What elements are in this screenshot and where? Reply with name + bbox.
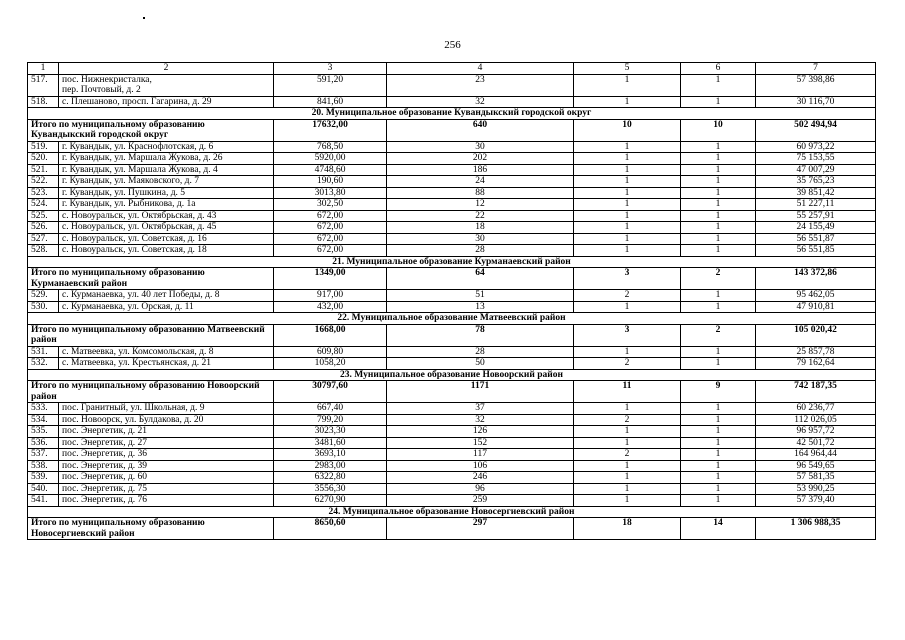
row-number: 528.: [28, 245, 59, 257]
table-row: [28, 426, 876, 438]
row-number: 539.: [28, 472, 59, 484]
row-address: пос. Гранитный, ул. Школьная, д. 9: [59, 403, 274, 415]
row-residents: 152: [387, 437, 574, 449]
row-area: 591,20: [274, 74, 387, 96]
total-count-a: 18: [574, 518, 681, 540]
row-residents: 24: [387, 176, 574, 188]
row-area: 5920,00: [274, 153, 387, 165]
row-area: 302,50: [274, 199, 387, 211]
row-number: 524.: [28, 199, 59, 211]
row-count-b: 1: [681, 210, 756, 222]
row-residents: 96: [387, 483, 574, 495]
row-count-a: 1: [574, 495, 681, 507]
row-address: с. Новоуральск, ул. Советская, д. 16: [59, 233, 274, 245]
row-number: 517.: [28, 74, 59, 96]
row-count-b: 1: [681, 495, 756, 507]
table-row: [28, 290, 876, 302]
row-number: 538.: [28, 460, 59, 472]
row-area: 1058,20: [274, 358, 387, 370]
row-cost: 96 549,65: [756, 460, 876, 472]
table-row: [28, 483, 876, 495]
total-residents: 640: [387, 119, 574, 141]
row-residents: 186: [387, 164, 574, 176]
row-count-a: 1: [574, 346, 681, 358]
row-cost: 79 162,64: [756, 358, 876, 370]
row-area: 841,60: [274, 96, 387, 108]
table-row: [28, 141, 876, 153]
row-area: 609,80: [274, 346, 387, 358]
total-label: Итого по муниципальному образованию Новоорский район: [28, 381, 274, 403]
row-cost: 55 257,91: [756, 210, 876, 222]
row-count-b: 1: [681, 233, 756, 245]
table-row: [28, 210, 876, 222]
row-address: с. Новоуральск, ул. Октябрьская, д. 43: [59, 210, 274, 222]
row-number: 530.: [28, 301, 59, 313]
total-row: [28, 324, 876, 346]
row-residents: 30: [387, 141, 574, 153]
row-count-b: 1: [681, 164, 756, 176]
row-address: пос. Энергетик, д. 27: [59, 437, 274, 449]
table-row: [28, 245, 876, 257]
row-cost: 42 501,72: [756, 437, 876, 449]
page-number: 256: [444, 39, 461, 51]
total-label: Итого по муниципальному образованию Матвеевский район: [28, 324, 274, 346]
section-header-row: [28, 256, 876, 268]
row-cost: 75 153,55: [756, 153, 876, 165]
row-residents: 106: [387, 460, 574, 472]
row-residents: 259: [387, 495, 574, 507]
row-area: 3693,10: [274, 449, 387, 461]
row-residents: 12: [387, 199, 574, 211]
row-cost: 56 551,87: [756, 233, 876, 245]
total-cost: 502 494,94: [756, 119, 876, 141]
row-count-a: 1: [574, 141, 681, 153]
row-address: с. Курманаевка, ул. Орская, д. 11: [59, 301, 274, 313]
row-residents: 126: [387, 426, 574, 438]
row-number: 522.: [28, 176, 59, 188]
total-cost: 742 187,35: [756, 381, 876, 403]
row-residents: 32: [387, 414, 574, 426]
row-area: 768,50: [274, 141, 387, 153]
table-row: [28, 403, 876, 415]
table-row: [28, 199, 876, 211]
total-cost: 105 020,42: [756, 324, 876, 346]
total-label: Итого по муниципальному образованию Кувандыкский городской округ: [28, 119, 274, 141]
table-row: [28, 164, 876, 176]
header-cell: 7: [756, 63, 876, 75]
header-cell: 3: [274, 63, 387, 75]
row-number: 529.: [28, 290, 59, 302]
total-count-b: 9: [681, 381, 756, 403]
total-row: [28, 119, 876, 141]
row-count-b: 1: [681, 153, 756, 165]
row-address: г. Кувандык, ул. Краснофлотская, д. 6: [59, 141, 274, 153]
row-count-b: 1: [681, 141, 756, 153]
row-cost: 95 462,05: [756, 290, 876, 302]
total-area: 17632,00: [274, 119, 387, 141]
row-address: г. Кувандык, ул. Маяковского, д. 7: [59, 176, 274, 188]
row-address: пос. Энергетик, д. 39: [59, 460, 274, 472]
section-title: 21. Муниципальное образование Курманаевский район: [28, 256, 876, 268]
total-cost: 1 306 988,35: [756, 518, 876, 540]
row-residents: 51: [387, 290, 574, 302]
table-row: [28, 437, 876, 449]
row-residents: 18: [387, 222, 574, 234]
table-row: [28, 449, 876, 461]
header-cell: 6: [681, 63, 756, 75]
row-address: г. Кувандык, ул. Рыбникова, д. 1а: [59, 199, 274, 211]
total-count-a: 10: [574, 119, 681, 141]
total-row: [28, 381, 876, 403]
row-address: с. Новоуральск, ул. Советская, д. 18: [59, 245, 274, 257]
row-count-b: 1: [681, 346, 756, 358]
row-address: пос. Нижнекристалка, пер. Почтовый, д. 2: [59, 74, 274, 96]
section-title: 24. Муниципальное образование Новосергиевский район: [28, 506, 876, 518]
row-count-a: 1: [574, 483, 681, 495]
row-residents: 23: [387, 74, 574, 96]
header-cell: 5: [574, 63, 681, 75]
total-count-b: 14: [681, 518, 756, 540]
row-number: 537.: [28, 449, 59, 461]
row-cost: 39 851,42: [756, 187, 876, 199]
row-residents: 246: [387, 472, 574, 484]
row-residents: 32: [387, 96, 574, 108]
section-header-row: [28, 369, 876, 381]
row-cost: 60 973,22: [756, 141, 876, 153]
section-title: 23. Муниципальное образование Новоорский район: [28, 369, 876, 381]
row-count-a: 1: [574, 301, 681, 313]
row-number: 541.: [28, 495, 59, 507]
row-count-a: 1: [574, 233, 681, 245]
row-number: 520.: [28, 153, 59, 165]
total-residents: 78: [387, 324, 574, 346]
row-address: пос. Энергетик, д. 21: [59, 426, 274, 438]
table-row: [28, 358, 876, 370]
row-count-a: 1: [574, 472, 681, 484]
row-count-a: 1: [574, 199, 681, 211]
row-count-a: 2: [574, 414, 681, 426]
row-address: с. Матвеевка, ул. Комсомольская, д. 8: [59, 346, 274, 358]
row-count-b: 1: [681, 301, 756, 313]
row-residents: 88: [387, 187, 574, 199]
row-area: 6322,80: [274, 472, 387, 484]
row-number: 521.: [28, 164, 59, 176]
row-cost: 25 857,78: [756, 346, 876, 358]
row-count-a: 2: [574, 449, 681, 461]
section-header-row: [28, 313, 876, 325]
total-residents: 297: [387, 518, 574, 540]
row-number: 540.: [28, 483, 59, 495]
row-cost: 24 155,49: [756, 222, 876, 234]
total-count-a: 3: [574, 268, 681, 290]
total-residents: 1171: [387, 381, 574, 403]
row-cost: 35 765,23: [756, 176, 876, 188]
row-area: 6270,90: [274, 495, 387, 507]
row-count-b: 1: [681, 472, 756, 484]
row-address: пос. Энергетик, д. 60: [59, 472, 274, 484]
row-count-a: 1: [574, 426, 681, 438]
row-count-a: 1: [574, 245, 681, 257]
section-title: 20. Муниципальное образование Кувандыкский городской округ: [28, 108, 876, 120]
table-row: [28, 176, 876, 188]
row-address: пос. Энергетик, д. 76: [59, 495, 274, 507]
total-cost: 143 372,86: [756, 268, 876, 290]
row-count-a: 1: [574, 176, 681, 188]
row-count-a: 1: [574, 222, 681, 234]
row-count-a: 2: [574, 290, 681, 302]
total-count-b: 2: [681, 268, 756, 290]
row-residents: 13: [387, 301, 574, 313]
row-area: 672,00: [274, 233, 387, 245]
row-count-b: 1: [681, 96, 756, 108]
row-residents: 202: [387, 153, 574, 165]
total-residents: 64: [387, 268, 574, 290]
table-row: [28, 96, 876, 108]
total-label: Итого по муниципальному образованию Курманаевский район: [28, 268, 274, 290]
table-row: [28, 495, 876, 507]
row-area: 672,00: [274, 210, 387, 222]
total-count-b: 10: [681, 119, 756, 141]
row-number: 536.: [28, 437, 59, 449]
total-area: 1668,00: [274, 324, 387, 346]
row-count-b: 1: [681, 290, 756, 302]
row-cost: 53 990,25: [756, 483, 876, 495]
table-row: [28, 222, 876, 234]
row-number: 523.: [28, 187, 59, 199]
row-area: 3023,30: [274, 426, 387, 438]
row-area: 190,60: [274, 176, 387, 188]
row-cost: 164 964,44: [756, 449, 876, 461]
row-count-b: 1: [681, 437, 756, 449]
row-count-a: 1: [574, 403, 681, 415]
table-row: [28, 460, 876, 472]
row-count-b: 1: [681, 187, 756, 199]
row-residents: 30: [387, 233, 574, 245]
row-address: г. Кувандык, ул. Маршала Жукова, д. 26: [59, 153, 274, 165]
row-area: 667,40: [274, 403, 387, 415]
row-area: 4748,60: [274, 164, 387, 176]
total-row: [28, 518, 876, 540]
header-row: [28, 63, 876, 75]
row-count-a: 1: [574, 96, 681, 108]
row-count-b: 1: [681, 358, 756, 370]
row-number: 519.: [28, 141, 59, 153]
scan-speck: [143, 17, 145, 19]
total-area: 8650,60: [274, 518, 387, 540]
row-count-a: 1: [574, 164, 681, 176]
row-address: г. Кувандык, ул. Маршала Жукова, д. 4: [59, 164, 274, 176]
row-cost: 30 116,70: [756, 96, 876, 108]
row-address: с. Матвеевка, ул. Крестьянская, д. 21: [59, 358, 274, 370]
table-row: [28, 233, 876, 245]
row-residents: 37: [387, 403, 574, 415]
table-row: [28, 414, 876, 426]
row-area: 3013,80: [274, 187, 387, 199]
row-number: 534.: [28, 414, 59, 426]
total-area: 30797,60: [274, 381, 387, 403]
row-area: 3556,30: [274, 483, 387, 495]
row-area: 799,20: [274, 414, 387, 426]
row-area: 432,00: [274, 301, 387, 313]
row-cost: 47 910,81: [756, 301, 876, 313]
row-residents: 28: [387, 245, 574, 257]
row-number: 526.: [28, 222, 59, 234]
row-address: г. Кувандык, ул. Пушкина, д. 5: [59, 187, 274, 199]
row-count-a: 1: [574, 74, 681, 96]
table-row: [28, 472, 876, 484]
total-row: [28, 268, 876, 290]
row-cost: 57 379,40: [756, 495, 876, 507]
row-area: 672,00: [274, 245, 387, 257]
housing-table: [27, 62, 876, 540]
header-cell: 1: [28, 63, 59, 75]
row-area: 2983,00: [274, 460, 387, 472]
row-area: 672,00: [274, 222, 387, 234]
row-cost: 60 236,77: [756, 403, 876, 415]
table-row: [28, 346, 876, 358]
table-row: [28, 187, 876, 199]
section-header-row: [28, 506, 876, 518]
row-number: 527.: [28, 233, 59, 245]
row-cost: 112 026,05: [756, 414, 876, 426]
row-address: с. Плешаново, просп. Гагарина, д. 29: [59, 96, 274, 108]
table-row: [28, 153, 876, 165]
row-count-b: 1: [681, 414, 756, 426]
row-area: 3481,60: [274, 437, 387, 449]
total-label: Итого по муниципальному образованию Новосергиевский район: [28, 518, 274, 540]
row-count-b: 1: [681, 199, 756, 211]
row-count-b: 1: [681, 176, 756, 188]
row-residents: 22: [387, 210, 574, 222]
row-count-a: 1: [574, 437, 681, 449]
row-number: 532.: [28, 358, 59, 370]
row-count-b: 1: [681, 449, 756, 461]
row-count-a: 1: [574, 460, 681, 472]
row-count-b: 1: [681, 74, 756, 96]
header-cell: 4: [387, 63, 574, 75]
row-cost: 47 007,29: [756, 164, 876, 176]
total-area: 1349,00: [274, 268, 387, 290]
row-count-b: 1: [681, 403, 756, 415]
row-number: 533.: [28, 403, 59, 415]
row-count-b: 1: [681, 460, 756, 472]
row-address: пос. Энергетик, д. 36: [59, 449, 274, 461]
row-residents: 50: [387, 358, 574, 370]
row-cost: 51 227,11: [756, 199, 876, 211]
row-number: 531.: [28, 346, 59, 358]
row-count-a: 1: [574, 187, 681, 199]
row-number: 525.: [28, 210, 59, 222]
row-address: пос. Новоорск, ул. Булдакова, д. 20: [59, 414, 274, 426]
row-cost: 96 957,72: [756, 426, 876, 438]
header-cell: 2: [59, 63, 274, 75]
row-count-b: 1: [681, 222, 756, 234]
row-address: пос. Энергетик, д. 75: [59, 483, 274, 495]
row-count-a: 1: [574, 210, 681, 222]
row-number: 518.: [28, 96, 59, 108]
row-count-b: 1: [681, 245, 756, 257]
section-header-row: [28, 108, 876, 120]
row-count-b: 1: [681, 426, 756, 438]
row-cost: 57 398,86: [756, 74, 876, 96]
row-residents: 28: [387, 346, 574, 358]
row-number: 535.: [28, 426, 59, 438]
row-address: с. Курманаевка, ул. 40 лет Победы, д. 8: [59, 290, 274, 302]
row-count-a: 2: [574, 358, 681, 370]
row-cost: 56 551,85: [756, 245, 876, 257]
total-count-a: 3: [574, 324, 681, 346]
row-residents: 117: [387, 449, 574, 461]
table-row: [28, 74, 876, 96]
section-title: 22. Муниципальное образование Матвеевский район: [28, 313, 876, 325]
total-count-a: 11: [574, 381, 681, 403]
row-count-a: 1: [574, 153, 681, 165]
row-area: 917,00: [274, 290, 387, 302]
table-row: [28, 301, 876, 313]
row-address: с. Новоуральск, ул. Октябрьская, д. 45: [59, 222, 274, 234]
row-count-b: 1: [681, 483, 756, 495]
total-count-b: 2: [681, 324, 756, 346]
row-cost: 57 581,35: [756, 472, 876, 484]
